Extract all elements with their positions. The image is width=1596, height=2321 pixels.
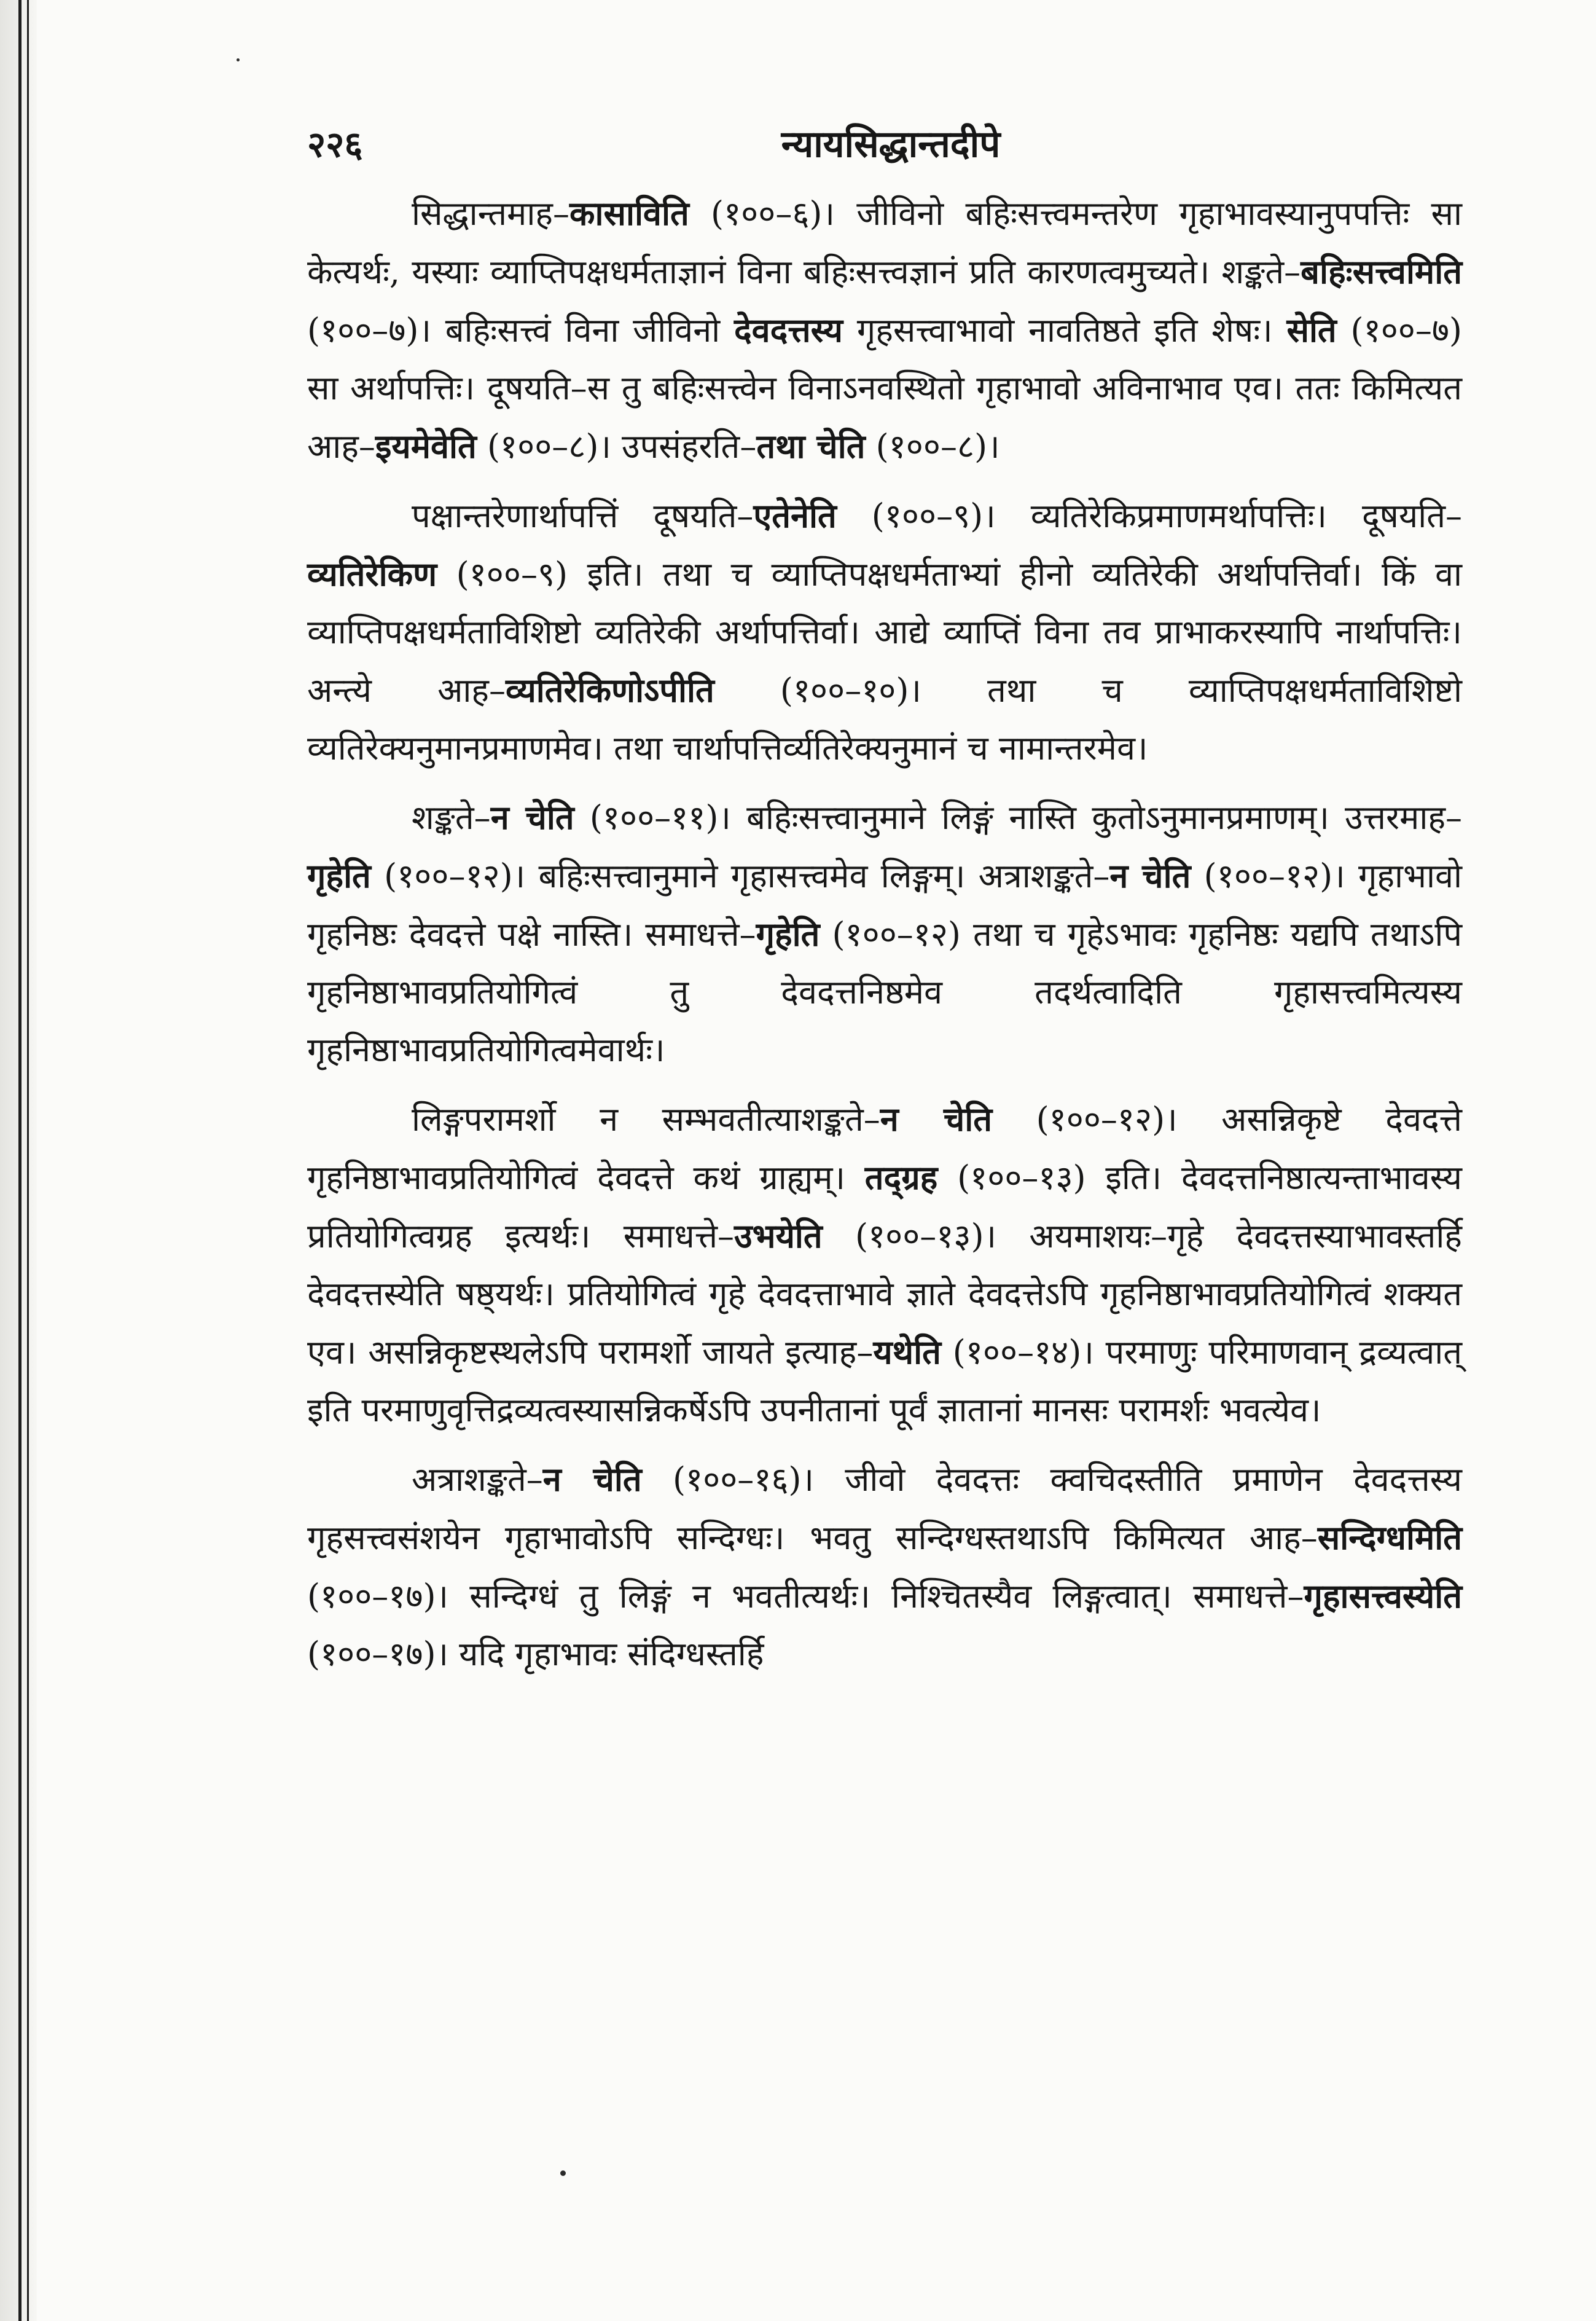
- lemma-quote: न चेति: [1109, 856, 1191, 895]
- commentary-run: (१००–१७)। यदि गृहाभावः संदिग्धस्तर्हि: [307, 1635, 764, 1673]
- commentary-run: (१००–८)। उपसंहरति–: [476, 427, 757, 466]
- commentary-text: [307, 184, 1462, 1683]
- lemma-quote: गृहेति: [756, 914, 820, 954]
- commentary-run: (१००–७)। बहिःसत्त्वं विना जीविनो: [307, 311, 734, 350]
- print-speck: [560, 2170, 566, 2176]
- binding-rule: [27, 0, 29, 2321]
- running-header: [307, 111, 1474, 178]
- page-binding-edge: [0, 0, 37, 2321]
- lemma-quote: व्यतिरेकिण: [307, 554, 437, 594]
- commentary-run: (१००–१३) इति। देवदत्तनिष्ठात्यन्ताभावस्य प्रतियोगित्वग्रह इत्यर्थः। समाधत्ते–: [307, 1158, 1463, 1255]
- commentary-run: (१००–१४)। परमाणुः परिमाणवान् द्रव्यत्वात् इति परमाणुवृत्तिद्रव्यत्वस्यासन्निकर्षेऽपि उपनीतानां पूर्वं ज्ञातानां मानसः परामर्शः भवत्येव।: [307, 1333, 1462, 1429]
- lemma-quote: उभयेति: [734, 1216, 823, 1255]
- lemma-quote: एतेनेति: [753, 496, 837, 535]
- commentary-run: (१००–७) सा अर्थापत्तिः। दूषयति–स तु बहिःसत्त्वेन विनाऽनवस्थितो गृहाभावो अविनाभाव एव। ततः किमित्यत आह–: [307, 311, 1462, 466]
- commentary-run: (१००–१३)। अयमाशयः–गृहे देवदत्तस्याभावस्तर्हि देवदत्तस्येति षष्ठ्यर्थः। प्रतियोगित्वं गृहे देवदत्ताभावे ज्ञाते देवदत्तेऽपि गृहनिष्ठाभावप्रतियोगित्वं शक्यत एव। असन्निकृष्टस्थलेऽपि परामर्शो जायते इत्याह–: [307, 1217, 1462, 1372]
- commentary-run: (१००–८)।: [865, 427, 1000, 466]
- commentary-run: पक्षान्तरेणार्थापत्तिं दूषयति–: [412, 497, 754, 535]
- lemma-quote: तथा चेति: [756, 426, 866, 466]
- commentary-run: (१००–९)। व्यतिरेकिप्रमाणमर्थापत्तिः। दूषयति–: [836, 497, 1462, 535]
- lemma-quote: न चेति: [490, 798, 574, 837]
- lemma-quote: व्यतिरेकिणोऽपीति: [505, 670, 714, 710]
- commentary-run: (१००–१२)। बहिःसत्त्वानुमाने गृहासत्त्वमेव लिङ्गम्। अत्राशङ्कते–: [370, 857, 1110, 895]
- lemma-quote: यथेति: [873, 1332, 941, 1372]
- running-title: न्यायसिद्धान्तदीपे: [781, 123, 1001, 166]
- commentary-run: (१००–१६)। जीवो देवदत्तः क्वचिदस्तीति प्रमाणेन देवदत्तस्य गृहसत्त्वसंशयेन गृहाभावोऽपि सन्दिग्धः। भवतु सन्दिग्धस्तथाऽपि किमित्यत आह–: [307, 1460, 1463, 1557]
- commentary-run: सिद्धान्तमाह–: [412, 194, 569, 233]
- commentary-run: गृहसत्त्वाभावो नावतिष्ठते इति शेषः।: [843, 311, 1287, 350]
- lemma-quote: सन्दिग्धमिति: [1317, 1518, 1462, 1557]
- commentary-run: (१००–११)। बहिःसत्त्वानुमाने लिङ्गं नास्ति कुतोऽनुमानप्रमाणम्। उत्तरमाह–: [574, 798, 1463, 837]
- lemma-quote: सेति: [1286, 310, 1337, 350]
- paragraph: [307, 184, 1462, 476]
- lemma-quote: देवदत्तस्य: [733, 310, 843, 350]
- lemma-quote: न चेति: [880, 1099, 993, 1139]
- print-speck: [237, 58, 240, 61]
- commentary-run: लिङ्गपरामर्शो न सम्भवतीत्याशङ्कते–: [412, 1100, 880, 1139]
- commentary-run: (१००–१२) तथा च गृहेऽभावः गृहनिष्ठः यद्यपि तथाऽपि गृहनिष्ठाभावप्रतियोगित्वं तु देवदत्तनिष्ठमेव तदर्थत्वादिति गृहासत्त्वमित्यस्य गृहनिष्ठाभावप्रतियोगित्वमेवार्थः।: [307, 915, 1462, 1069]
- commentary-run: अत्राशङ्कते–: [412, 1460, 543, 1499]
- lemma-quote: न चेति: [542, 1459, 642, 1499]
- lemma-quote: गृहासत्त्वस्येति: [1304, 1576, 1462, 1616]
- binding-rule: [18, 0, 22, 2321]
- commentary-run: (१००–९) इति। तथा च व्याप्तिपक्षधर्मताभ्यां हीनो व्यतिरेकी अर्थापत्तिर्वा। किं वा व्याप्तिपक्षधर्मताविशिष्टो व्यतिरेकी अर्थापत्तिर्वा। आद्ये व्याप्तिं विना तव प्राभाकरस्यापि नार्थापत्तिः। अन्त्ये आह–: [307, 555, 1462, 710]
- lemma-quote: गृहेति: [307, 856, 371, 895]
- paragraph: [307, 1090, 1462, 1439]
- commentary-run: (१००–१७)। सन्दिग्धं तु लिङ्गं न भवतीत्यर्थः। निश्चितस्यैव लिङ्गत्वात्। समाधत्ते–: [307, 1577, 1304, 1616]
- page-number: २२६: [307, 124, 363, 165]
- paragraph: [307, 487, 1462, 777]
- commentary-run: (१००–६)। जीविनो बहिःसत्त्वमन्तरेण गृहाभावस्यानुपपत्तिः सा केत्यर्थः, यस्याः व्याप्तिपक्षधर्मताज्ञानं विना बहिःसत्त्वज्ञानं प्रति कारणत्वमुच्यते। शङ्कते–: [307, 194, 1462, 291]
- commentary-run: (१००–१२)। गृहाभावो गृहनिष्ठः देवदत्ते पक्षे नास्ति। समाधत्ते–: [307, 857, 1462, 954]
- paragraph: [307, 1450, 1462, 1683]
- lemma-quote: तद्ग्रह: [864, 1158, 938, 1197]
- lemma-quote: कासाविति: [569, 194, 689, 233]
- paragraph: [307, 788, 1462, 1079]
- commentary-run: शङ्कते–: [412, 798, 491, 837]
- lemma-quote: बहिःसत्त्वमिति: [1301, 252, 1462, 291]
- lemma-quote: इयमेवेति: [375, 426, 477, 466]
- commentary-run: (१००–१०)। तथा च व्याप्तिपक्षधर्मताविशिष्टो व्यतिरेक्यनुमानप्रमाणमेव। तथा चार्थापत्तिर्व्यतिरेक्यनुमानं च नामान्तरमेव।: [307, 671, 1462, 768]
- commentary-run: (१००–१२)। असन्निकृष्टे देवदत्ते गृहनिष्ठाभावप्रतियोगित्वं देवदत्ते कथं ग्राह्यम्।: [307, 1100, 1462, 1197]
